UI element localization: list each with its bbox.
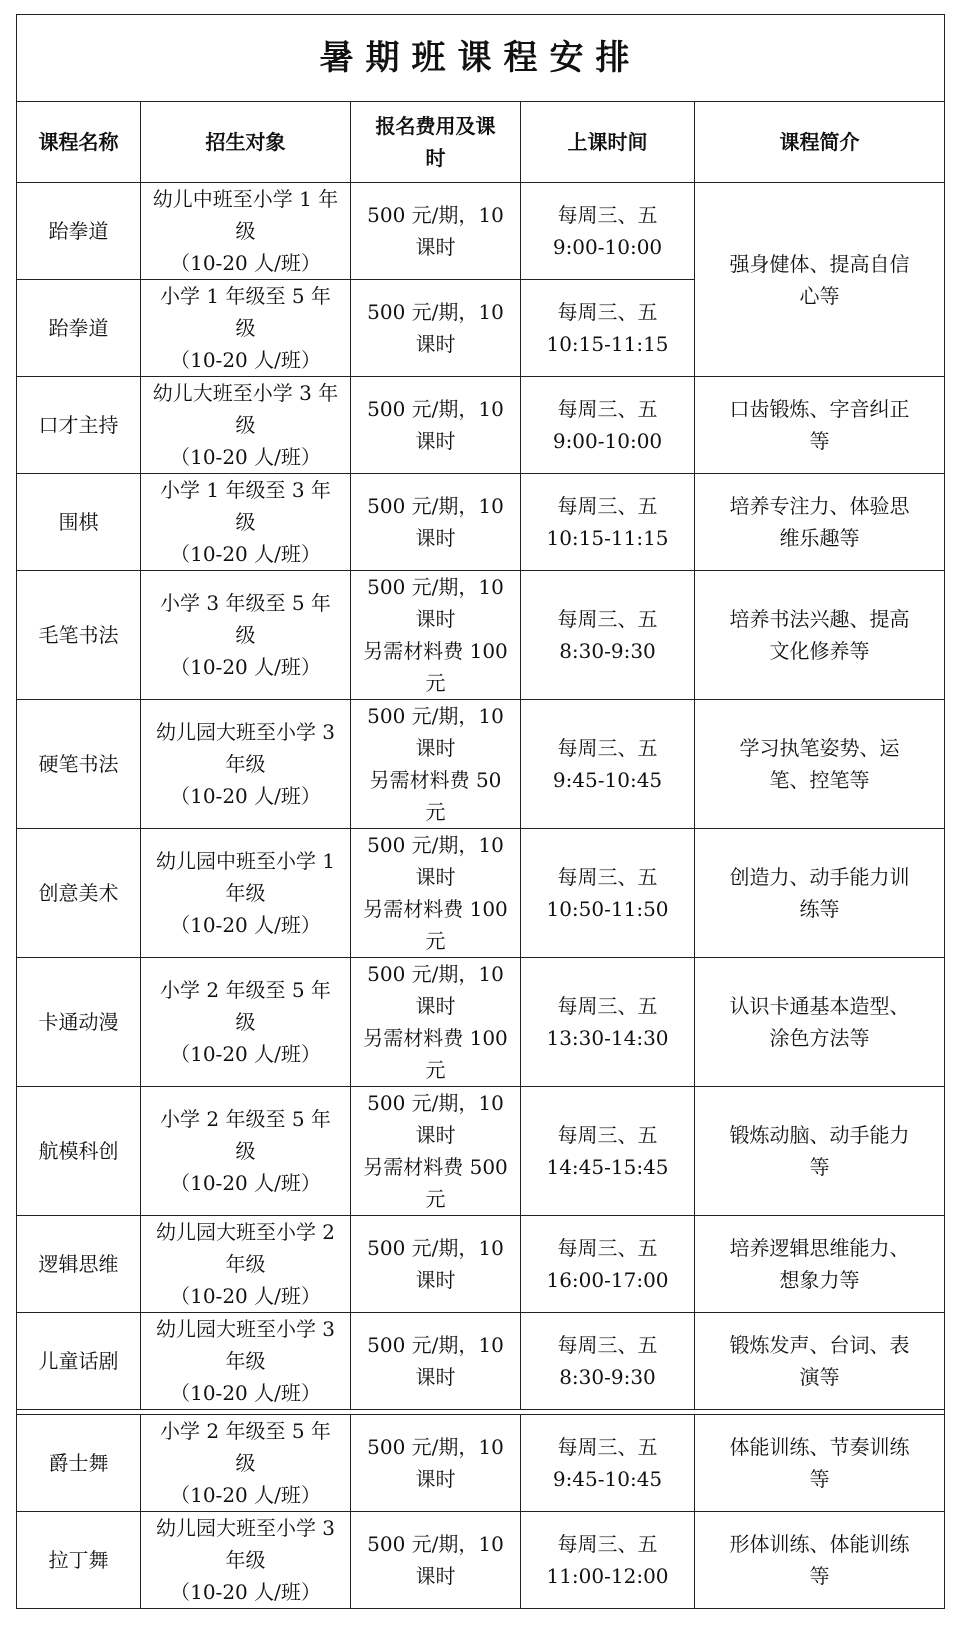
intro-cell: [695, 1415, 945, 1512]
time-cell-line: 9:45-10:45: [552, 768, 663, 792]
fee-cell: [351, 1087, 521, 1216]
time-cell-line: 每周三、五: [557, 1333, 658, 1357]
target-cell-line: 幼儿中班至小学 1 年: [152, 187, 339, 211]
table-row: [17, 571, 945, 700]
fee-cell-line: 500 元/期，10: [367, 1532, 504, 1556]
fee-cell-line: 500 元/期，10: [367, 1236, 504, 1260]
fee-cell-line: 课时: [415, 1564, 456, 1588]
target-cell: [141, 571, 351, 700]
target-cell-line: （10-20 人/班）: [170, 784, 321, 808]
time-cell-line: 10:50-11:50: [546, 897, 669, 921]
target-cell: [141, 474, 351, 571]
time-cell: [521, 700, 695, 829]
target-cell-line: 小学 1 年级至 3 年级: [160, 478, 331, 534]
intro-cell: [695, 1087, 945, 1216]
target-cell-line: （10-20 人/班）: [170, 1284, 321, 1308]
time-cell: [521, 1313, 695, 1410]
time-cell-line: 10:15-11:15: [546, 332, 669, 356]
fee-cell: [351, 377, 521, 474]
course-schedule-table: [16, 14, 945, 1609]
course-name-cell: 创意美术: [17, 829, 141, 958]
intro-cell-line: 培养书法兴趣、提高: [729, 607, 910, 631]
course-name-cell: 围棋: [17, 474, 141, 571]
intro-cell: [695, 377, 945, 474]
target-cell-line: 年级: [225, 1548, 266, 1572]
time-cell: [521, 958, 695, 1087]
intro-cell-line: 口齿锻炼、字音纠正: [729, 397, 910, 421]
intro-cell-line: 等: [809, 1155, 830, 1179]
course-name-cell: 拉丁舞: [17, 1512, 141, 1609]
fee-cell-line: 元: [425, 929, 446, 953]
target-cell-line: 幼儿园大班至小学 3: [155, 1317, 336, 1341]
target-cell-line: （10-20 人/班）: [170, 1042, 321, 1066]
intro-cell: [695, 571, 945, 700]
fee-cell-line: 500 元/期，10: [367, 397, 504, 421]
fee-cell-line: 500 元/期，10: [367, 575, 504, 599]
intro-cell-line: 锻炼动脑、动手能力: [729, 1123, 910, 1147]
target-cell-line: 年级: [225, 1349, 266, 1373]
time-cell: [521, 1216, 695, 1313]
target-cell-line: 幼儿园大班至小学 2: [155, 1220, 336, 1244]
target-cell: [141, 183, 351, 280]
time-cell-line: 8:30-9:30: [559, 1365, 656, 1389]
schedule-sheet: [16, 14, 944, 1609]
time-cell-line: 11:00-12:00: [546, 1564, 669, 1588]
fee-cell-line: 课时: [415, 607, 456, 631]
fee-cell-line: 500 元/期，10: [367, 1435, 504, 1459]
fee-cell-line: 课时: [415, 1365, 456, 1389]
target-cell-line: （10-20 人/班）: [170, 542, 321, 566]
target-cell-line: （10-20 人/班）: [170, 445, 321, 469]
time-cell-line: 每周三、五: [557, 1435, 658, 1459]
target-cell: [141, 280, 351, 377]
fee-cell-line: 500 元/期，10: [367, 494, 504, 518]
intro-cell-line: 认识卡通基本造型、: [729, 994, 910, 1018]
title-row: [17, 15, 945, 102]
intro-cell: [695, 958, 945, 1087]
intro-cell-line: 等: [809, 1467, 830, 1491]
table-row: [17, 183, 945, 280]
time-cell-line: 每周三、五: [557, 1532, 658, 1556]
intro-cell-line: 创造力、动手能力训: [729, 865, 910, 889]
time-cell-line: 每周三、五: [557, 1236, 658, 1260]
target-cell-line: （10-20 人/班）: [170, 1580, 321, 1604]
target-cell-line: 年级: [225, 752, 266, 776]
table-row: [17, 958, 945, 1087]
time-cell: [521, 474, 695, 571]
target-cell-line: （10-20 人/班）: [170, 1171, 321, 1195]
time-cell: [521, 1087, 695, 1216]
intro-cell: [695, 1313, 945, 1410]
intro-cell-line: 锻炼发声、台词、表: [729, 1333, 910, 1357]
intro-cell-line: 涂色方法等: [769, 1026, 870, 1050]
time-cell: [521, 183, 695, 280]
fee-cell-line: 元: [425, 671, 446, 695]
fee-cell-line: 500 元/期，10: [367, 962, 504, 986]
header-row: [17, 102, 945, 183]
fee-cell: [351, 571, 521, 700]
table-row: [17, 474, 945, 571]
intro-cell-line: 强身健体、提高自信: [729, 251, 910, 276]
fee-cell-line: 500 元/期，10: [367, 300, 504, 324]
header-time: 上课时间: [521, 102, 695, 183]
intro-cell: [695, 829, 945, 958]
fee-cell: [351, 1415, 521, 1512]
fee-cell-line: 课时: [415, 526, 456, 550]
fee-cell: [351, 183, 521, 280]
target-cell-line: 级: [235, 219, 256, 243]
time-cell-line: 每周三、五: [557, 397, 658, 421]
time-cell: [521, 829, 695, 958]
time-cell-line: 10:15-11:15: [546, 526, 669, 550]
time-cell: [521, 377, 695, 474]
target-cell-line: 幼儿园大班至小学 3: [155, 720, 336, 744]
fee-cell-line: 元: [425, 1187, 446, 1211]
course-name-cell: 口才主持: [17, 377, 141, 474]
table-row: [17, 1512, 945, 1609]
table-row: [17, 1216, 945, 1313]
fee-cell-line: 500 元/期，10: [367, 1091, 504, 1115]
time-cell-line: 每周三、五: [557, 607, 658, 631]
target-cell-line: 幼儿大班至小学 3 年: [152, 381, 339, 405]
fee-cell: [351, 280, 521, 377]
fee-cell-line: 课时: [415, 235, 456, 259]
intro-cell-line: 形体训练、体能训练: [729, 1532, 910, 1556]
fee-cell: [351, 958, 521, 1087]
intro-cell-line: 演等: [799, 1365, 840, 1389]
target-cell-line: （10-20 人/班）: [170, 913, 321, 937]
target-cell: [141, 1512, 351, 1609]
intro-cell: [695, 700, 945, 829]
target-cell-line: 年级: [225, 1252, 266, 1276]
fee-cell: [351, 474, 521, 571]
time-cell-line: 每周三、五: [557, 994, 658, 1018]
target-cell-line: 小学 2 年级至 5 年级: [160, 1419, 331, 1475]
target-cell: [141, 1313, 351, 1410]
target-cell-line: （10-20 人/班）: [170, 1381, 321, 1405]
target-cell-line: 级: [235, 413, 256, 437]
header-intro: 课程简介: [695, 102, 945, 183]
target-cell-line: （10-20 人/班）: [170, 1483, 321, 1507]
fee-cell-line: 500 元/期，10: [367, 1333, 504, 1357]
time-cell-line: 14:45-15:45: [546, 1155, 669, 1179]
intro-cell-line: 笔、控笔等: [769, 768, 870, 792]
target-cell-line: 幼儿园大班至小学 3: [155, 1516, 336, 1540]
fee-cell-line: 500 元/期，10: [367, 203, 504, 227]
fee-cell-line: 另需材料费 50: [369, 768, 502, 792]
course-name-cell: 硬笔书法: [17, 700, 141, 829]
target-cell: [141, 1216, 351, 1313]
table-row: [17, 829, 945, 958]
fee-cell-line: 另需材料费 500: [363, 1155, 508, 1179]
intro-cell: [695, 1512, 945, 1609]
intro-cell-line: 文化修养等: [769, 639, 870, 663]
page-title: 暑期班课程安排: [17, 15, 945, 102]
header-fee: [351, 102, 521, 183]
intro-cell: [695, 183, 945, 377]
course-name-cell: 爵士舞: [17, 1415, 141, 1512]
time-cell-line: 13:30-14:30: [546, 1026, 669, 1050]
fee-cell: [351, 700, 521, 829]
intro-cell-line: 培养专注力、体验思: [729, 494, 910, 518]
target-cell-line: （10-20 人/班）: [170, 251, 321, 275]
course-name-cell: 跆拳道: [17, 280, 141, 377]
intro-cell-line: 维乐趣等: [779, 526, 860, 550]
fee-cell-line: 课时: [415, 429, 456, 453]
target-cell-line: （10-20 人/班）: [170, 655, 321, 679]
fee-cell-line: 另需材料费 100: [363, 897, 508, 921]
target-cell-line: （10-20 人/班）: [170, 348, 321, 372]
time-cell-line: 每周三、五: [557, 736, 658, 760]
time-cell-line: 8:30-9:30: [559, 639, 656, 663]
header-target: 招生对象: [141, 102, 351, 183]
fee-cell-line: 元: [425, 1058, 446, 1082]
time-cell: [521, 1512, 695, 1609]
fee-cell-line: 课时: [415, 994, 456, 1018]
time-cell: [521, 571, 695, 700]
table-row: [17, 1313, 945, 1410]
target-cell-line: 小学 2 年级至 5 年级: [160, 1107, 331, 1163]
time-cell-line: 每周三、五: [557, 203, 658, 227]
table-row: [17, 700, 945, 829]
fee-cell-line: 500 元/期，10: [367, 833, 504, 857]
fee-cell-line: 课时: [415, 736, 456, 760]
course-name-cell: 毛笔书法: [17, 571, 141, 700]
time-cell-line: 每周三、五: [557, 1123, 658, 1147]
fee-cell: [351, 1216, 521, 1313]
fee-cell-line: 课时: [415, 1467, 456, 1491]
time-cell-line: 每周三、五: [557, 300, 658, 324]
fee-cell: [351, 829, 521, 958]
intro-cell: [695, 1216, 945, 1313]
intro-cell-line: 培养逻辑思维能力、: [729, 1236, 910, 1260]
intro-cell: [695, 474, 945, 571]
fee-cell-line: 500 元/期，10: [367, 704, 504, 728]
intro-cell-line: 想象力等: [779, 1268, 860, 1292]
fee-cell-line: 课时: [415, 332, 456, 356]
target-cell-line: 小学 2 年级至 5 年级: [160, 978, 331, 1034]
fee-cell: [351, 1512, 521, 1609]
fee-cell-line: 元: [425, 800, 446, 824]
time-cell: [521, 280, 695, 377]
target-cell-line: 小学 1 年级至 5 年级: [160, 284, 331, 340]
intro-cell-line: 学习执笔姿势、运: [739, 736, 900, 760]
intro-cell-line: 心等: [799, 283, 840, 308]
fee-cell-line: 课时: [415, 1268, 456, 1292]
target-cell: [141, 377, 351, 474]
table-row: [17, 1087, 945, 1216]
time-cell-line: 每周三、五: [557, 865, 658, 889]
course-name-cell: 卡通动漫: [17, 958, 141, 1087]
fee-cell-line: 另需材料费 100: [363, 1026, 508, 1050]
target-cell-line: 幼儿园中班至小学 1: [155, 849, 336, 873]
header-fee-line: 报名费用及课: [375, 114, 496, 138]
fee-cell-line: 课时: [415, 865, 456, 889]
target-cell: [141, 1087, 351, 1216]
time-cell-line: 9:00-10:00: [552, 235, 663, 259]
target-cell-line: 小学 3 年级至 5 年级: [160, 591, 331, 647]
course-name-cell: 航模科创: [17, 1087, 141, 1216]
intro-cell-line: 等: [809, 429, 830, 453]
fee-cell-line: 课时: [415, 1123, 456, 1147]
course-name-cell: 逻辑思维: [17, 1216, 141, 1313]
time-cell: [521, 1415, 695, 1512]
header-course-name: 课程名称: [17, 102, 141, 183]
course-name-cell: 跆拳道: [17, 183, 141, 280]
intro-cell-line: 练等: [799, 897, 840, 921]
time-cell-line: 16:00-17:00: [546, 1268, 669, 1292]
target-cell: [141, 1415, 351, 1512]
time-cell-line: 每周三、五: [557, 494, 658, 518]
fee-cell: [351, 1313, 521, 1410]
table-row: [17, 1415, 945, 1512]
fee-cell-line: 另需材料费 100: [363, 639, 508, 663]
intro-cell-line: 等: [809, 1564, 830, 1588]
target-cell: [141, 829, 351, 958]
header-fee-line: 时: [425, 146, 446, 170]
target-cell: [141, 958, 351, 1087]
target-cell: [141, 700, 351, 829]
course-name-cell: 儿童话剧: [17, 1313, 141, 1410]
time-cell-line: 9:45-10:45: [552, 1467, 663, 1491]
time-cell-line: 9:00-10:00: [552, 429, 663, 453]
target-cell-line: 年级: [225, 881, 266, 905]
table-row: [17, 377, 945, 474]
intro-cell-line: 体能训练、节奏训练: [729, 1435, 910, 1459]
